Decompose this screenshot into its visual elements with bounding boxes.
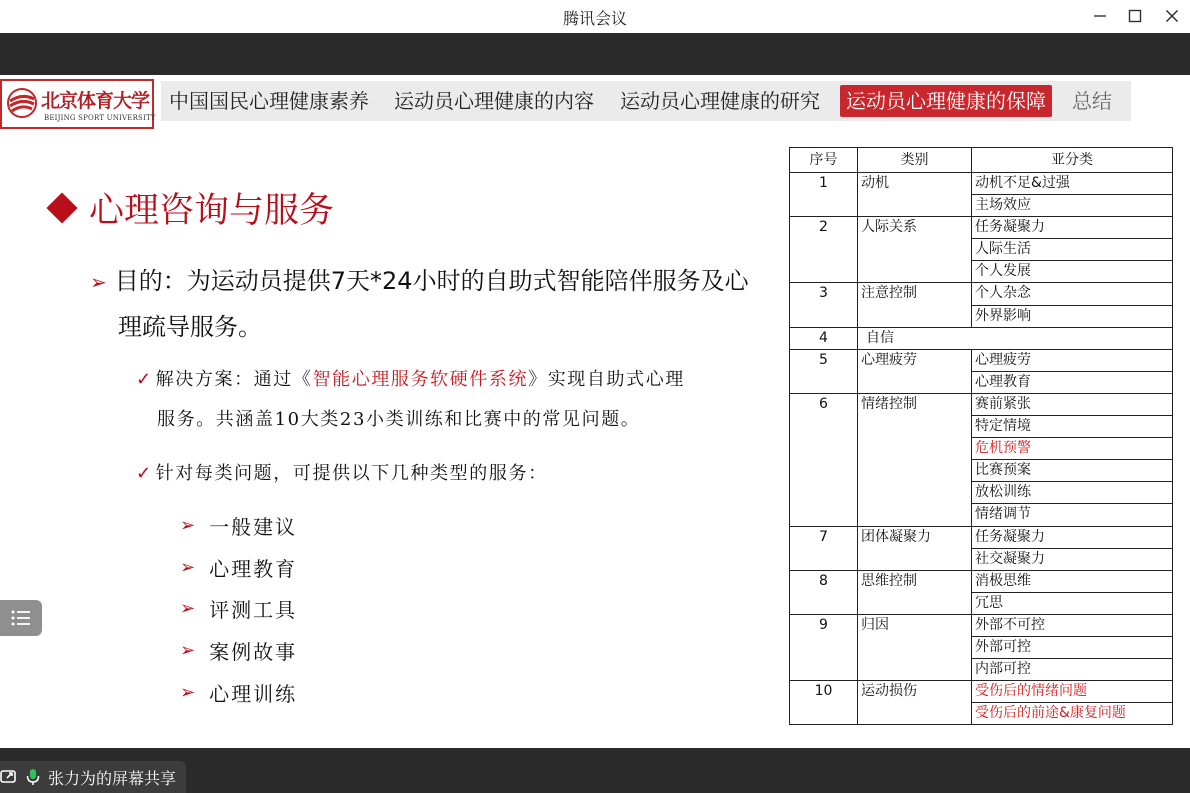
microphone-icon[interactable] [24,767,42,787]
nav-item-guarantee[interactable]: 运动员心理健康的保障 [840,85,1052,117]
arrow-bullet-icon: ➢ [90,270,107,294]
table-row [790,526,1173,548]
list-item [180,505,297,547]
list-menu-icon[interactable] [0,600,42,636]
row-number: 9 [790,614,858,680]
solution-highlight: 智能心理服务软硬件系统 [312,369,529,390]
solution-prefix: 解决方案：通过《 [155,369,313,390]
row-category: 运动损伤 [858,681,972,725]
row-subcategory: 个人发展 [972,261,1173,283]
table-row [790,327,1173,349]
table-header-row [790,148,1173,173]
row-number: 8 [790,570,858,614]
row-number: 5 [790,349,858,393]
solution-suffix: 》实现自助式心理 [528,369,685,390]
arrow-bullet-icon: ➢ [180,556,198,578]
checkmark-icon: ✓ [136,463,153,484]
shared-slide [0,75,1190,748]
services-title [136,459,548,485]
row-number: 1 [790,173,858,217]
row-subcategory: 赛前紧张 [972,393,1173,415]
row-subcategory: 心理疲劳 [972,349,1173,371]
row-subcategory: 内部可控 [972,659,1173,681]
table-body [790,173,1173,725]
checkmark-icon: ✓ [136,369,153,390]
university-logo [0,79,154,129]
arrow-bullet-icon: ➢ [180,640,198,662]
row-subcategory: 冗思 [972,592,1173,614]
row-number: 10 [790,681,858,725]
table-row [790,283,1173,305]
row-subcategory: 受伤后的情绪问题 [972,681,1173,703]
row-number: 6 [790,393,858,526]
table-row [790,614,1173,636]
minimize-icon[interactable] [1087,4,1113,28]
service-label: 心理教育 [209,556,298,581]
table-row [790,681,1173,703]
service-label: 评测工具 [209,598,298,623]
row-subcategory: 人际生活 [972,239,1173,261]
meeting-bottom-bar [0,748,1190,793]
row-category: 自信 [858,327,1173,349]
table-header: 亚分类 [972,148,1173,173]
window-titlebar [0,0,1190,33]
row-subcategory: 危机预警 [972,438,1173,460]
row-category: 团体凝聚力 [858,526,972,570]
service-label: 一般建议 [209,515,298,540]
purpose-line-2: 理疏导服务。 [118,313,262,341]
logo-name-cn: 北京体育大学 [41,90,150,112]
logo-name-en: BEIJING SPORT UNIVERSITY [44,114,156,122]
row-subcategory: 消极思维 [972,570,1173,592]
row-subcategory: 情绪调节 [972,504,1173,526]
row-subcategory: 社交凝聚力 [972,548,1173,570]
university-emblem-icon [6,87,38,119]
arrow-bullet-icon: ➢ [180,515,198,537]
solution-line-2: 服务。共涵盖10大类23小类训练和比赛中的常见问题。 [157,409,641,430]
row-subcategory: 外部可控 [972,636,1173,658]
row-category: 情绪控制 [858,393,972,526]
services-list [180,505,297,713]
purpose-line-1 [90,261,749,296]
heading-text: 心理咨询与服务 [89,191,335,231]
row-number: 7 [790,526,858,570]
table-row [790,349,1173,371]
row-subcategory: 动机不足&过强 [972,173,1173,195]
row-subcategory: 主场效应 [972,195,1173,217]
row-subcategory: 外部不可控 [972,614,1173,636]
row-subcategory: 放松训练 [972,482,1173,504]
nav-item-literacy[interactable]: 中国国民心理健康素养 [169,89,369,113]
purpose-text-1: 目的：为运动员提供7天*24小时的自助式智能陪伴服务及心 [114,267,749,295]
arrow-bullet-icon: ➢ [180,681,198,703]
maximize-icon[interactable] [1122,4,1148,28]
table-header: 序号 [790,148,858,173]
row-subcategory: 任务凝聚力 [972,526,1173,548]
service-label: 案例故事 [209,640,298,665]
arrow-bullet-icon: ➢ [180,598,198,620]
row-subcategory: 特定情境 [972,416,1173,438]
table-row [790,393,1173,415]
screen-share-icon [0,767,20,787]
row-subcategory: 个人杂念 [972,283,1173,305]
row-category: 动机 [858,173,972,217]
list-item [180,588,297,630]
close-icon[interactable] [1159,4,1185,28]
slide-nav [161,81,1131,121]
row-number: 4 [790,327,858,349]
table-header: 类别 [858,148,972,173]
share-label: 张力为的屏幕共享 [48,768,177,788]
row-subcategory: 比赛预案 [972,460,1173,482]
row-subcategory: 任务凝聚力 [972,217,1173,239]
table-row [790,570,1173,592]
list-item [180,671,297,713]
row-category: 心理疲劳 [858,349,972,393]
diamond-bullet-icon [46,192,77,223]
row-category: 人际关系 [858,217,972,283]
row-number: 2 [790,217,858,283]
meeting-toolbar-band [0,33,1190,75]
window-title: 腾讯会议 [562,9,627,28]
table-row [790,173,1173,195]
row-category: 思维控制 [858,570,972,614]
list-item [180,547,297,589]
row-category: 注意控制 [858,283,972,327]
row-subcategory: 受伤后的前途&康复问题 [972,703,1173,725]
row-number: 3 [790,283,858,327]
table-row [790,217,1173,239]
nav-item-content[interactable]: 运动员心理健康的内容 [394,89,594,113]
nav-item-research[interactable]: 运动员心理健康的研究 [620,89,820,113]
screen-share-indicator[interactable] [0,761,186,793]
section-heading [48,183,334,233]
solution-line-1 [136,365,685,391]
services-title-text: 针对每类问题，可提供以下几种类型的服务： [155,463,548,484]
row-subcategory: 外界影响 [972,305,1173,327]
nav-item-summary[interactable]: 总结 [1072,89,1112,113]
problem-category-table [789,147,1173,725]
service-label: 心理训练 [209,681,298,706]
row-category: 归因 [858,614,972,680]
list-item [180,630,297,672]
row-subcategory: 心理教育 [972,371,1173,393]
